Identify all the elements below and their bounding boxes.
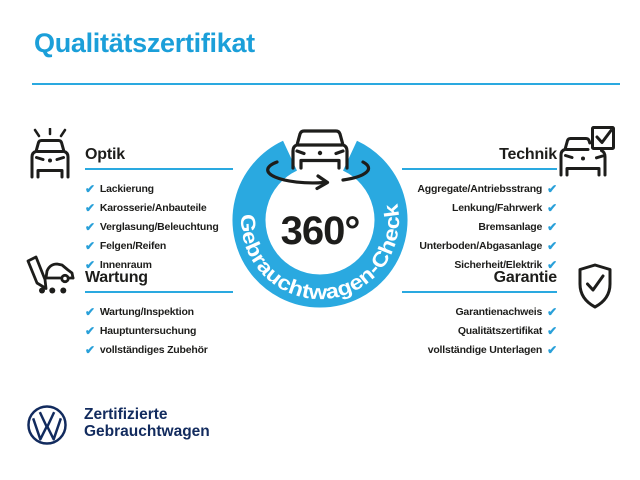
list-item-label: Aggregate/Antriebsstrang	[417, 182, 543, 195]
check-icon: ✔	[547, 200, 557, 215]
section-optik-title: Optik	[85, 146, 125, 163]
section-garantie-underline	[402, 291, 557, 293]
check-icon: ✔	[547, 238, 557, 253]
check-icon: ✔	[85, 342, 95, 357]
list-item	[402, 217, 557, 236]
list-item	[402, 302, 557, 321]
check-icon: ✔	[85, 257, 95, 272]
footer-brand-text	[84, 407, 210, 440]
list-item-label: Qualitätszertifikat	[457, 324, 543, 337]
page-title: Qualitätszertifikat	[34, 28, 255, 58]
list-item-label: Wartung/Inspektion	[99, 305, 194, 318]
check-icon: ✔	[85, 181, 95, 196]
list-item	[402, 340, 557, 359]
list-item	[85, 236, 233, 255]
list-item	[402, 179, 557, 198]
list-item-label: Unterboden/Abgasanlage	[419, 239, 543, 252]
list-item	[85, 179, 233, 198]
vw-logo-icon	[26, 404, 68, 446]
section-garantie-title: Garantie	[493, 269, 557, 286]
list-item-label: Karosserie/Anbauteile	[99, 201, 207, 214]
section-technik	[402, 146, 557, 274]
list-item	[402, 236, 557, 255]
section-technik-title: Technik	[499, 146, 557, 163]
list-item	[402, 198, 557, 217]
list-item-label: Lenkung/Fahrwerk	[451, 201, 543, 214]
section-wartung	[85, 269, 233, 359]
section-wartung-underline	[85, 291, 233, 293]
list-item-label: Felgen/Reifen	[99, 239, 167, 252]
car-checkbox-icon	[559, 126, 615, 178]
section-garantie-list	[402, 302, 557, 359]
check-icon: ✔	[85, 200, 95, 215]
ring-label: Gebrauchtwagen-Check	[235, 204, 405, 305]
list-item-label: Innenraum	[99, 258, 152, 271]
service-checklist-icon	[24, 254, 76, 296]
check-icon: ✔	[85, 323, 95, 338]
list-item-label: vollständiges Zubehör	[99, 343, 208, 356]
list-item-label: Garantienachweis	[455, 305, 543, 318]
list-item	[402, 321, 557, 340]
check-icon: ✔	[547, 257, 557, 272]
degree-label: 360°	[280, 209, 360, 253]
check-icon: ✔	[547, 342, 557, 357]
list-item-label: Verglasung/Beleuchtung	[99, 220, 219, 233]
title-divider	[32, 83, 620, 85]
check-icon: ✔	[85, 219, 95, 234]
section-optik-list	[85, 179, 233, 274]
check-icon: ✔	[547, 219, 557, 234]
list-item-label: Bremsanlage	[478, 220, 543, 233]
section-garantie	[402, 269, 557, 359]
list-item	[85, 340, 233, 359]
check-icon: ✔	[547, 323, 557, 338]
list-item-label: Hauptuntersuchung	[99, 324, 197, 337]
check-icon: ✔	[547, 181, 557, 196]
footer-brand-line1: Zertifizierte	[84, 406, 168, 423]
section-wartung-list	[85, 302, 233, 359]
list-item-label: Sicherheit/Elektrik	[454, 258, 543, 271]
section-technik-underline	[402, 168, 557, 170]
shield-check-icon	[577, 263, 613, 309]
check-icon: ✔	[85, 304, 95, 319]
list-item	[85, 302, 233, 321]
section-technik-list	[402, 179, 557, 274]
360-check-badge	[220, 112, 420, 322]
section-optik-underline	[85, 168, 233, 170]
section-wartung-title: Wartung	[85, 269, 148, 286]
list-item	[85, 321, 233, 340]
list-item	[85, 217, 233, 236]
check-icon: ✔	[547, 304, 557, 319]
list-item-label: vollständige Unterlagen	[427, 343, 543, 356]
car-shine-icon	[27, 128, 73, 180]
section-optik	[85, 146, 233, 274]
footer-brand-line2: Gebrauchtwagen	[84, 422, 210, 440]
check-icon: ✔	[85, 238, 95, 253]
list-item-label: Lackierung	[99, 182, 154, 195]
list-item	[85, 198, 233, 217]
